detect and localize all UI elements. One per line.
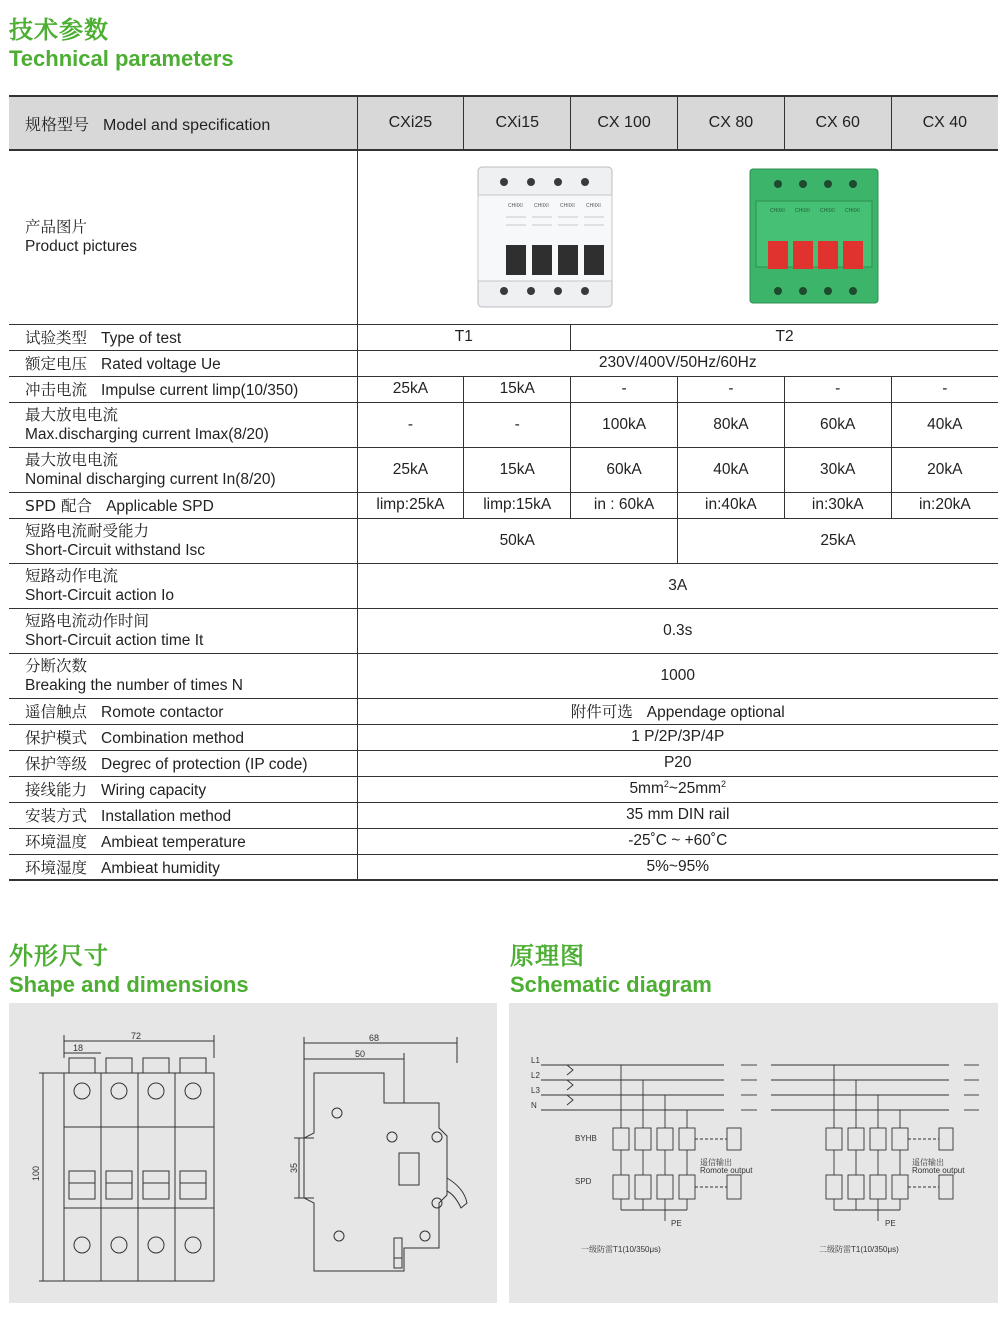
remote-output-cn-right: 遥信输出 bbox=[912, 1158, 944, 1167]
remote-output-en-right: Romote output bbox=[912, 1166, 965, 1175]
pe-label-left: PE bbox=[671, 1219, 682, 1228]
schematic-title-en: Schematic diagram bbox=[510, 972, 712, 997]
table-cell: 40kA bbox=[677, 447, 784, 492]
dimension-drawing bbox=[9, 1003, 497, 1303]
table-cell: in:30kA bbox=[784, 492, 891, 518]
table-row bbox=[9, 492, 998, 518]
row-label: 最大放电电流 Nominal discharging current In(8/20) bbox=[9, 447, 357, 492]
table-row bbox=[9, 802, 998, 828]
row-label: 保护等级 Degrec of protection (IP code) bbox=[9, 750, 357, 776]
model-header: CX 100 bbox=[571, 96, 678, 150]
device-b-brand: CHIIXI bbox=[769, 208, 785, 214]
table-cell: 1 P/2P/3P/4P bbox=[357, 724, 998, 750]
table-cell: 25kA bbox=[357, 376, 464, 402]
table-cell: -25˚C ~ +60˚C bbox=[357, 828, 998, 854]
table-row bbox=[9, 324, 998, 350]
row-label: 试验类型 Type of test bbox=[9, 324, 357, 350]
svg-text:CHIIXI: CHIIXI bbox=[819, 208, 835, 214]
dim-height: 100 bbox=[31, 1165, 41, 1181]
table-row bbox=[9, 376, 998, 402]
device-a-brand: CHIIXI bbox=[507, 203, 523, 209]
row-label: 分断次数 Breaking the number of times N bbox=[9, 653, 357, 698]
table-cell: 35 mm DIN rail bbox=[357, 802, 998, 828]
header-label: 规格型号 Model and specification bbox=[9, 96, 357, 150]
row-label: 额定电压 Rated voltage Ue bbox=[9, 350, 357, 376]
table-cell: - bbox=[357, 402, 464, 447]
row-label: 安装方式 Installation method bbox=[9, 802, 357, 828]
table-cell: 30kA bbox=[784, 447, 891, 492]
row-label: SPD 配合 Applicable SPD bbox=[9, 492, 357, 518]
table-cell: 230V/400V/50Hz/60Hz bbox=[357, 350, 998, 376]
table-row bbox=[9, 854, 998, 880]
dimensions-title-cn: 外形尺寸 bbox=[9, 942, 109, 970]
svg-text:CHIIXI: CHIIXI bbox=[794, 208, 810, 214]
table-cell: 25kA bbox=[677, 518, 998, 563]
device-t2-picture bbox=[748, 167, 880, 307]
section-title-en: Technical parameters bbox=[9, 46, 234, 71]
row-label: 遥信触点 Romote contactor bbox=[9, 698, 357, 724]
table-header-row bbox=[9, 96, 998, 150]
dimensions-panel bbox=[9, 1003, 497, 1303]
table-cell: - bbox=[464, 402, 571, 447]
table-row bbox=[9, 653, 998, 698]
byhb-label: BYHB bbox=[575, 1134, 597, 1143]
table-cell: 60kA bbox=[571, 447, 678, 492]
table-cell: T1 bbox=[357, 324, 571, 350]
table-cell: 5%~95% bbox=[357, 854, 998, 880]
schematic-panel bbox=[509, 1003, 998, 1303]
schematic-title-cn: 原理图 bbox=[510, 942, 585, 970]
caption-right: 二级防雷T1(10/350μs) bbox=[819, 1245, 899, 1254]
svg-text:CHIIXI: CHIIXI bbox=[559, 203, 575, 209]
row-label: 短路电流动作时间 Short-Circuit action time It bbox=[9, 608, 357, 653]
row-label: 环境温度 Ambieat temperature bbox=[9, 828, 357, 854]
table-cell: limp:25kA bbox=[357, 492, 464, 518]
table-row bbox=[9, 447, 998, 492]
row-label: 短路动作电流 Short-Circuit action Io bbox=[9, 563, 357, 608]
table-row bbox=[9, 150, 998, 324]
table-row bbox=[9, 698, 998, 724]
table-cell: 50kA bbox=[357, 518, 677, 563]
svg-text:CHIIXI: CHIIXI bbox=[533, 203, 549, 209]
table-cell: in:20kA bbox=[891, 492, 998, 518]
table-cell: - bbox=[891, 376, 998, 402]
table-cell: 100kA bbox=[571, 402, 678, 447]
table-cell: in : 60kA bbox=[571, 492, 678, 518]
table-row bbox=[9, 750, 998, 776]
table-row bbox=[9, 608, 998, 653]
pe-label-right: PE bbox=[885, 1219, 896, 1228]
spec-table bbox=[9, 95, 998, 881]
row-label: 保护模式 Combination method bbox=[9, 724, 357, 750]
table-cell: P20 bbox=[357, 750, 998, 776]
table-cell: 附件可选 Appendage optional bbox=[357, 698, 998, 724]
row-label: 短路电流耐受能力 Short-Circuit withstand Isc bbox=[9, 518, 357, 563]
table-cell: 15kA bbox=[464, 447, 571, 492]
device-t1-picture bbox=[476, 165, 616, 311]
table-row bbox=[9, 563, 998, 608]
table-cell: 25kA bbox=[357, 447, 464, 492]
table-cell: $5mm^2\sim 25mm^2$ bbox=[357, 776, 998, 802]
table-cell: 0.3s bbox=[357, 608, 998, 653]
table-row bbox=[9, 776, 998, 802]
svg-text:CHIIXI: CHIIXI bbox=[844, 208, 860, 214]
table-row bbox=[9, 518, 998, 563]
remote-output-en-left: Romote output bbox=[700, 1166, 753, 1175]
dim-pole-width: 18 bbox=[73, 1043, 84, 1053]
row-label: 冲击电流 Impulse current limp(10/350) bbox=[9, 376, 357, 402]
line-label-l1: L1 bbox=[531, 1056, 540, 1065]
table-cell: limp:15kA bbox=[464, 492, 571, 518]
caption-left: 一级防雷T1(10/350μs) bbox=[581, 1245, 661, 1254]
row-label: 环境湿度 Ambieat humidity bbox=[9, 854, 357, 880]
section-title-cn: 技术参数 bbox=[9, 16, 109, 44]
model-header: CX 80 bbox=[677, 96, 784, 150]
line-label-n: N bbox=[531, 1101, 537, 1110]
table-cell: 40kA bbox=[891, 402, 998, 447]
model-header: CX 40 bbox=[891, 96, 998, 150]
table-row bbox=[9, 724, 998, 750]
table-row bbox=[9, 828, 998, 854]
table-cell: - bbox=[784, 376, 891, 402]
product-pictures-cell bbox=[357, 150, 998, 324]
spd-label: SPD bbox=[575, 1177, 592, 1186]
row-label: 产品图片 Product pictures bbox=[9, 150, 357, 324]
dim-depth-total: 68 bbox=[369, 1033, 380, 1043]
row-label: 接线能力 Wiring capacity bbox=[9, 776, 357, 802]
table-row bbox=[9, 350, 998, 376]
table-cell: in:40kA bbox=[677, 492, 784, 518]
model-header: CX 60 bbox=[784, 96, 891, 150]
model-header: CXi25 bbox=[357, 96, 464, 150]
table-cell: 15kA bbox=[464, 376, 571, 402]
table-cell: 60kA bbox=[784, 402, 891, 447]
model-header: CXi15 bbox=[464, 96, 571, 150]
dim-depth-front: 50 bbox=[355, 1049, 366, 1059]
table-cell: 80kA bbox=[677, 402, 784, 447]
schematic-drawing bbox=[509, 1003, 998, 1303]
remote-output-cn-left: 遥信输出 bbox=[700, 1158, 732, 1167]
table-row bbox=[9, 402, 998, 447]
dim-width-total: 72 bbox=[131, 1031, 142, 1041]
table-cell: T2 bbox=[571, 324, 998, 350]
line-label-l2: L2 bbox=[531, 1071, 540, 1080]
table-cell: 1000 bbox=[357, 653, 998, 698]
svg-text:CHIIXI: CHIIXI bbox=[585, 203, 601, 209]
table-cell: 3A bbox=[357, 563, 998, 608]
line-label-l3: L3 bbox=[531, 1086, 540, 1095]
table-cell: - bbox=[677, 376, 784, 402]
table-cell: 20kA bbox=[891, 447, 998, 492]
row-label: 最大放电电流 Max.discharging current Imax(8/20) bbox=[9, 402, 357, 447]
dimensions-title-en: Shape and dimensions bbox=[9, 972, 249, 997]
table-cell: - bbox=[571, 376, 678, 402]
dim-rail: 35 bbox=[289, 1162, 299, 1173]
